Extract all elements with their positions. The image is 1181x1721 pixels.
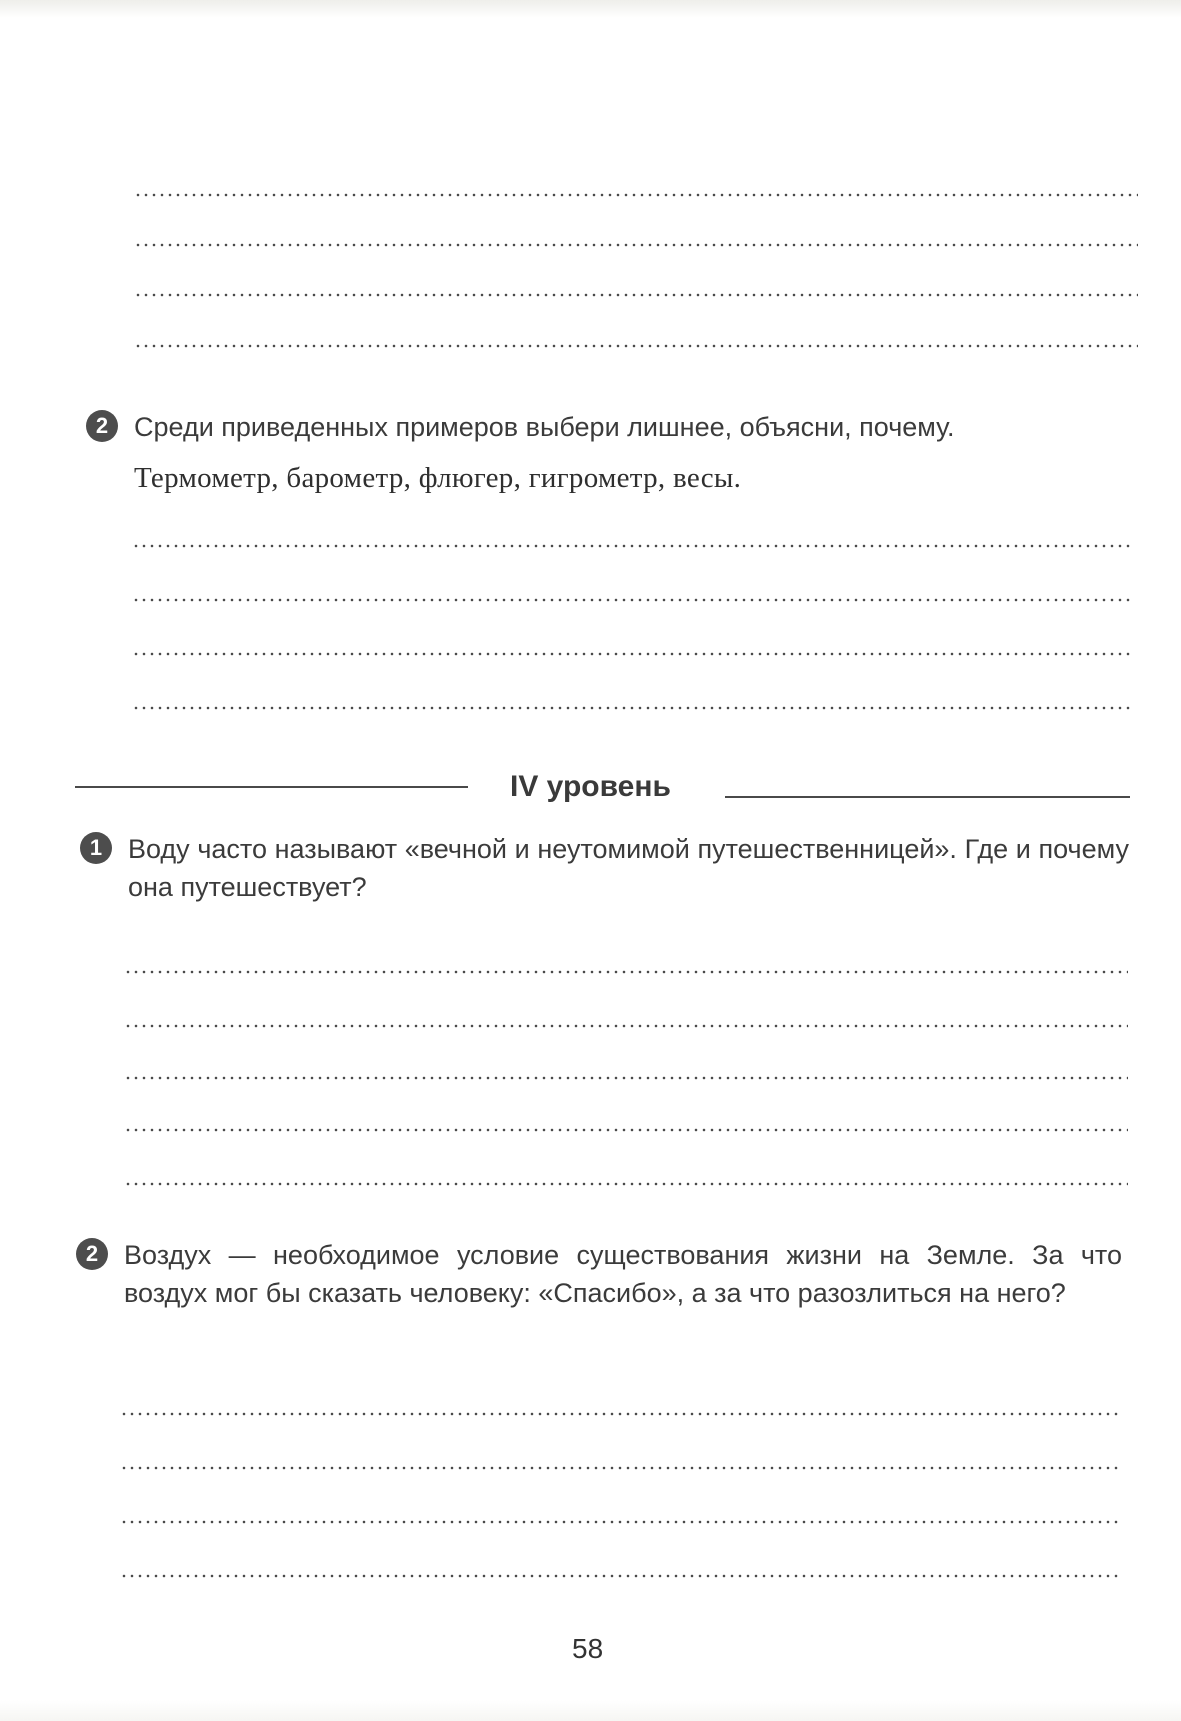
task-question [128,830,1129,906]
answer-line[interactable] [120,1574,1122,1578]
answer-line[interactable] [134,193,1138,197]
page-number: 58 [572,1633,604,1664]
answer-line[interactable] [134,344,1138,348]
answer-line[interactable] [134,293,1138,297]
task-question [134,408,1134,446]
answer-line[interactable] [132,544,1134,548]
answer-line[interactable] [120,1466,1122,1470]
task-number-badge: 2 [86,410,118,442]
task-number-badge: 2 [76,1238,108,1270]
answer-line[interactable] [124,1182,1128,1186]
answer-line[interactable] [134,243,1138,247]
answer-line[interactable] [124,1024,1128,1028]
answer-line[interactable] [124,1076,1128,1080]
answer-line[interactable] [132,652,1134,656]
answer-line[interactable] [120,1412,1122,1416]
level-heading: IV уровень [510,770,671,803]
task-question-text: Среди приведенных примеров выбери лишнее, объясни, почему. [134,412,955,442]
task-question-text: Воздух — необходимое условие существования жизни на Земле. За что воздух мог бы сказать человеку: «Спасибо», а за что разозлиться на него? [124,1240,1122,1308]
task-question-text: Воду часто называют «вечной и неутомимой путешественницей». Где и почему она путешествует? [128,834,1129,902]
answer-line[interactable] [132,706,1134,710]
level-divider-left [75,786,468,788]
task-question [124,1236,1122,1312]
answer-line[interactable] [132,598,1134,602]
level-divider-right [725,796,1130,798]
answer-line[interactable] [124,970,1128,974]
answer-line[interactable] [124,1128,1128,1132]
answer-line[interactable] [120,1520,1122,1524]
task-number-badge: 1 [80,832,112,864]
task-examples: Термометр, барометр, флюгер, гигрометр, весы. [134,462,742,494]
